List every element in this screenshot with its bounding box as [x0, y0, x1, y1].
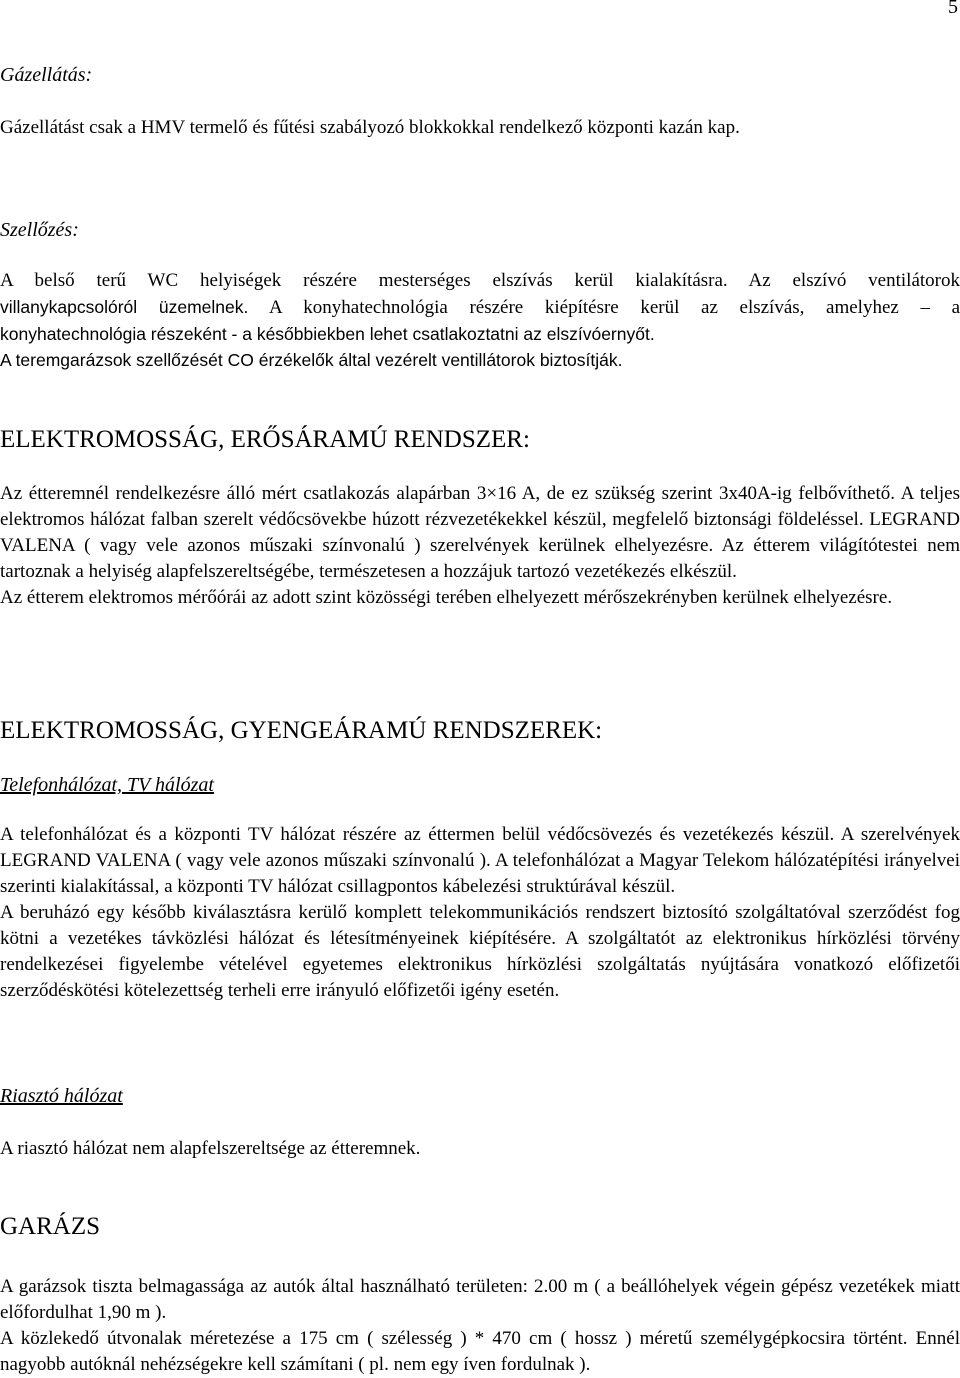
garazs-paragraph-1: A garázsok tiszta belmagassága az autók által használható területen: 2.00 m ( a beállóhelyek végein gépész vezetékek miatt előfordulhat 1,90 m ).	[0, 1276, 960, 1323]
eros-paragraph-2: Az étterem elektromos mérőórái az adott szint közösségi terében elhelyezett mérőszekrényben kerülnek elhelyezésre.	[0, 587, 893, 608]
riaszto-subheading: Riasztó hálózat	[0, 1085, 123, 1107]
garazs-paragraph-2: A közlekedő útvonalak méretezése a 175 cm ( szélesség ) * 470 cm ( hossz ) méretű személygépkocsira történt. Ennél nagyobb autóknál nehézségekre kell számítani ( pl. nem egy íven fordulnak ).	[0, 1328, 960, 1375]
telefon-body	[0, 822, 960, 1004]
gyenge-heading: ELEKTROMOSSÁG, GYENGEÁRAMÚ RENDSZEREK:	[0, 717, 603, 744]
szellozes-line-2-start: villanykapcsolóról üzemelnek.	[0, 297, 249, 317]
garazs-body	[0, 1274, 960, 1378]
szellozes-heading: Szellőzés:	[0, 219, 79, 241]
szellozes-line-2	[0, 294, 960, 321]
telefon-paragraph-2: A beruházó egy később kiválasztásra kerülő komplett telekommunikációs rendszert biztosító szolgáltatóval szerződést fog kötni a vezetékes távközlési hálózat és létesítményeinek kiépítésére. A szolgáltatót az elektronikus hírközlési törvény rendelkezései figyelembe vételével egyetemes elektronikus hírközlési szolgáltatás nyújtására vonatkozó előfizetői szerződéskötési kötelezettség terheli erre irányuló előfizetői igény esetén.	[0, 902, 960, 1001]
eros-paragraph-1: Az étteremnél rendelkezésre álló mért csatlakozás alapárban 3×16 A, de ez szükség szerint 3x40A-ig felbővíthető. A teljes elektromos hálózat falban szerelt védőcsövekbe húzott rézvezetékekkel készül, megfelelő biztonsági földeléssel. LEGRAND VALENA ( vagy vele azonos műszaki színvonalú ) szerelvények kerülnek elhelyezésre. Az étterem világítótestei nem tartoznak a helyiség alapfelszereltségébe, természetesen a hozzájuk tartozó vezetékezés elkészül.	[0, 483, 960, 582]
eros-body	[0, 481, 960, 611]
garazs-heading: GARÁZS	[0, 1213, 101, 1240]
gaz-heading: Gázellátás:	[0, 64, 93, 86]
szellozes-text	[0, 268, 960, 373]
szellozes-line-4: A teremgarázsok szellőzését CO érzékelők által vezérelt ventillátorok biztosítják.	[0, 350, 623, 370]
eros-heading: ELEKTROMOSSÁG, ERŐSÁRAMÚ RENDSZER:	[0, 426, 530, 453]
page-number: 5	[948, 0, 958, 18]
szellozes-line-2-rest: A konyhatechnológia részére kiépítésre kerül az elszívás, amelyhez – a	[248, 297, 960, 318]
gaz-text: Gázellátást csak a HMV termelő és fűtési szabályozó blokkokkal rendelkező központi kazán kap.	[0, 117, 740, 138]
szellozes-line-3: konyhatechnológia részeként - a későbbiekben lehet csatlakoztatni az elszívóernyőt.	[0, 324, 655, 344]
telefon-paragraph-1: A telefonhálózat és a központi TV hálózat részére az éttermen belül védőcsövezés és vezetékezés készül. A szerelvények LEGRAND VALENA ( vagy vele azonos műszaki színvonalú ). A telefonhálózat a Magyar Telekom hálózatépítési irányelvei szerinti kialakítással, a központi TV hálózat csillagpontos kábelezési struktúrával készül.	[0, 824, 960, 897]
riaszto-text: A riasztó hálózat nem alapfelszereltsége az étteremnek.	[0, 1138, 421, 1159]
szellozes-line-1: A belső terű WC helyiségek részére mesterséges elszívás kerül kialakításra. Az elszívó ventilátorok	[0, 270, 960, 291]
telefon-subheading: Telefonhálózat, TV hálózat	[0, 774, 214, 796]
